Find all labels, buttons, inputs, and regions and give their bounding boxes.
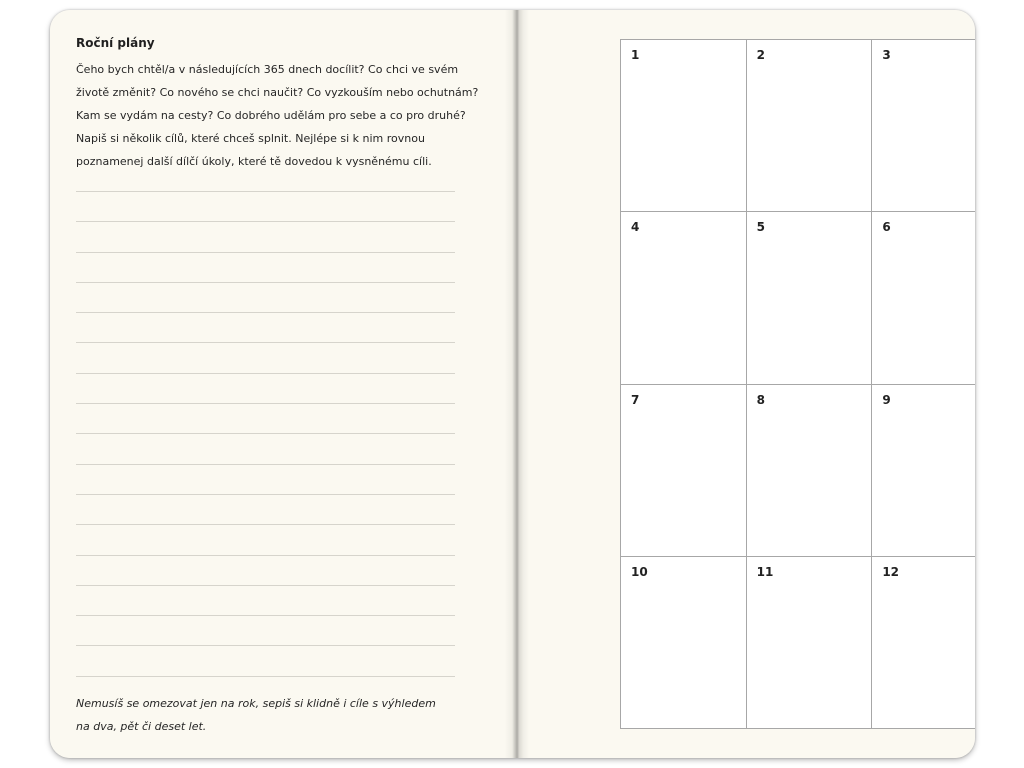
month-number: 9: [882, 392, 891, 407]
month-cell[interactable]: [872, 385, 975, 557]
intro-line: poznamenej další dílčí úkoly, které tě dovedou k vysněnému cíli.: [76, 155, 432, 168]
writing-lines[interactable]: [76, 191, 455, 706]
intro-line: Napiš si několik cílů, které chceš splnit. Nejlépe si k nim rovnou: [76, 132, 425, 145]
month-number: 2: [756, 48, 766, 62]
book-gutter: [505, 10, 529, 758]
writing-line[interactable]: [76, 433, 455, 463]
left-page: [50, 10, 512, 758]
month-number: 3: [882, 48, 891, 62]
writing-line[interactable]: [76, 221, 455, 251]
writing-line[interactable]: [76, 494, 455, 524]
writing-line[interactable]: [76, 312, 455, 342]
planner-spread: [50, 10, 975, 758]
writing-line[interactable]: [76, 252, 455, 282]
month-cell[interactable]: [621, 557, 747, 729]
writing-line[interactable]: [76, 464, 455, 494]
month-cell[interactable]: [747, 557, 873, 729]
footer-note: [76, 692, 486, 738]
writing-line[interactable]: [76, 555, 455, 585]
writing-line[interactable]: [76, 615, 455, 645]
writing-line[interactable]: [76, 403, 455, 433]
month-cell[interactable]: [621, 212, 747, 384]
writing-line[interactable]: [76, 645, 455, 675]
intro-line: životě změnit? Co nového se chci naučit? Co vyzkouším nebo ochutnám?: [76, 86, 479, 99]
month-number: 1: [631, 48, 640, 62]
intro-line: Čeho bych chtěl/a v následujících 365 dnech docílit? Co chci ve svém: [76, 63, 459, 76]
month-cell[interactable]: [747, 212, 873, 384]
month-cell[interactable]: [621, 40, 747, 212]
writing-line[interactable]: [76, 524, 455, 554]
month-cell[interactable]: [872, 40, 975, 212]
month-number: 12: [882, 564, 900, 579]
intro-line: Kam se vydám na cesty? Co dobrého udělám pro sebe a co pro druhé?: [76, 109, 466, 122]
month-number: 8: [756, 392, 766, 407]
intro-text: [76, 58, 486, 173]
writing-line[interactable]: [76, 373, 455, 403]
month-number: 10: [631, 564, 648, 579]
month-number: 4: [631, 220, 640, 235]
writing-line[interactable]: [76, 342, 455, 372]
month-cell[interactable]: [747, 385, 873, 557]
month-cell[interactable]: [872, 212, 975, 384]
month-number: 7: [631, 392, 640, 407]
month-number: 5: [756, 220, 766, 235]
right-page: [512, 10, 975, 758]
month-cell[interactable]: [621, 385, 747, 557]
month-cell[interactable]: [747, 40, 873, 212]
footer-line: Nemusíš se omezovat jen na rok, sepiš si klidně i cíle s výhledem: [76, 697, 436, 710]
month-grid: [620, 39, 975, 729]
month-number: 6: [882, 220, 891, 235]
footer-line: na dva, pět či deset let.: [76, 720, 207, 733]
writing-line[interactable]: [76, 191, 455, 221]
writing-line[interactable]: [76, 282, 455, 312]
page-title: Roční plány: [76, 36, 155, 50]
month-number: 11: [756, 564, 774, 579]
writing-line[interactable]: [76, 585, 455, 615]
month-cell[interactable]: [872, 557, 975, 729]
